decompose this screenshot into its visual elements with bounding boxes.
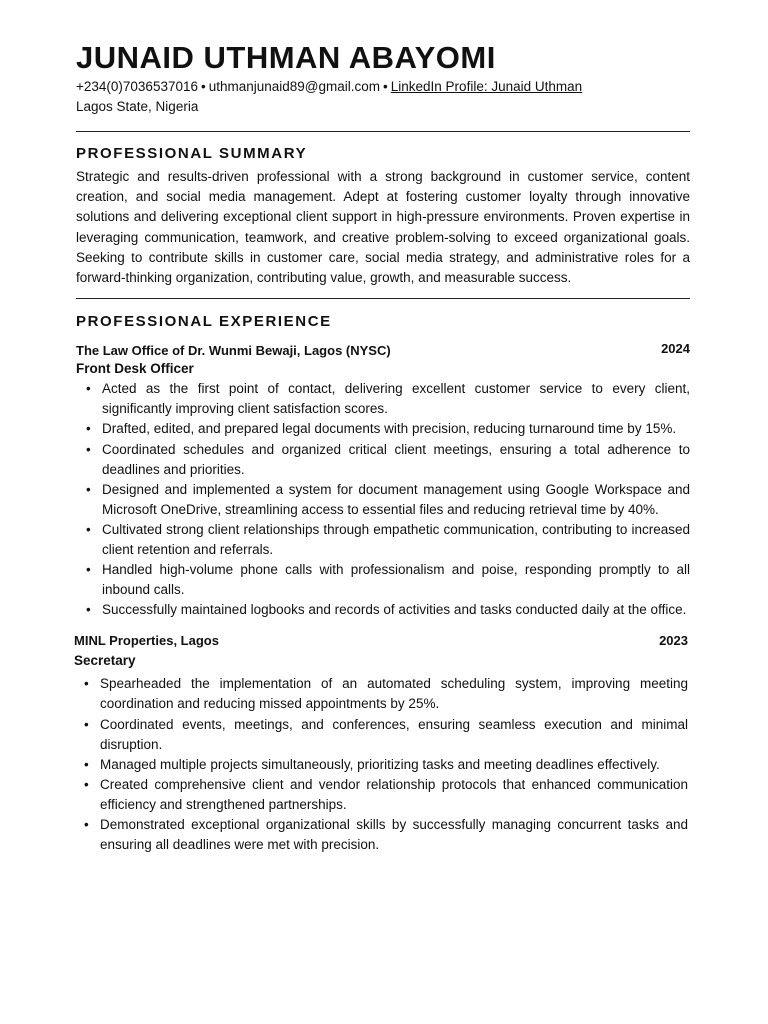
bullet-item: • Successfully maintained logbooks and records of activities and tasks conducted daily at the office.: [102, 600, 690, 620]
bullet-item: • Demonstrated exceptional organizational skills by successfully managing concurrent tasks and ensuring all deadlines were met with precision.: [100, 815, 688, 855]
job-role: Secretary: [74, 653, 136, 669]
candidate-name: JUNAID UTHMAN ABAYOMI: [76, 40, 496, 75]
bullet-item: • Coordinated schedules and organized critical client meetings, ensuring a total adherence to deadlines and priorities.: [102, 440, 690, 480]
resume-page: [76, 40, 690, 855]
bullet-item: • Managed multiple projects simultaneously, prioritizing tasks and meeting deadlines effectively.: [100, 755, 688, 775]
job-bullets: [74, 674, 688, 855]
job-entry: [74, 631, 688, 855]
contact-separator: •: [383, 79, 388, 94]
section-divider: [76, 298, 690, 299]
summary-heading: PROFESSIONAL SUMMARY: [76, 145, 308, 162]
contact-separator: •: [201, 79, 206, 94]
email-address: uthmanjunaid89@gmail.com: [208, 79, 381, 94]
bullet-item: • Handled high-volume phone calls with professionalism and poise, responding promptly to all inbound calls.: [102, 560, 690, 600]
job-role: Front Desk Officer: [76, 361, 194, 377]
bullet-item: • Drafted, edited, and prepared legal documents with precision, reducing turnaround time by 15%.: [102, 419, 690, 439]
bullet-item: • Created comprehensive client and vendor relationship protocols that enhanced communication efficiency and strengthened partnerships.: [100, 775, 688, 815]
contact-line: [76, 77, 690, 97]
bullet-item: • Designed and implemented a system for document management using Google Workspace and Microsoft OneDrive, streamlining access to essential files and reducing retrieval time by 40%.: [102, 480, 690, 520]
experience-heading: PROFESSIONAL EXPERIENCE: [76, 313, 332, 331]
job-bullets: [76, 379, 690, 620]
summary-text: Strategic and results-driven professional with a strong background in customer service, content creation, and social media management. Adept at fostering customer loyalty through innovative solutions and delivering exceptional client support in high-pressure environments. Proven expertise in leveraging communication, teamwork, and creative problem-solving to exceed organizational goals. Seeking to contribute skills in customer care, social media strategy, and administrative roles for a forward-thinking organization, contributing value, growth, and measurable success.: [76, 169, 690, 286]
job-header: [74, 631, 688, 650]
phone-number: +234(0)7036537016: [76, 79, 198, 94]
location: Lagos State, Nigeria: [76, 99, 199, 114]
bullet-item: • Cultivated strong client relationships through empathetic communication, contributing to increased client retention and referrals.: [102, 520, 690, 560]
job-year: 2023: [659, 633, 688, 649]
section-divider: [76, 131, 690, 132]
job-company: MINL Properties, Lagos: [74, 633, 219, 649]
bullet-item: • Coordinated events, meetings, and conferences, ensuring seamless execution and minimal disruption.: [100, 715, 688, 755]
job-entry: [76, 339, 690, 620]
bullet-item: • Spearheaded the implementation of an automated scheduling system, improving meeting coordination and reducing missed appointments by 25%.: [100, 674, 688, 714]
job-header: [76, 339, 690, 360]
job-company: The Law Office of Dr. Wunmi Bewaji, Lagos (NYSC): [76, 343, 391, 359]
job-year: 2024: [661, 341, 690, 357]
bullet-item: • Acted as the first point of contact, delivering excellent customer service to every client, significantly improving client satisfaction scores.: [102, 379, 690, 419]
linkedin-link[interactable]: LinkedIn Profile: Junaid Uthman: [390, 79, 583, 94]
